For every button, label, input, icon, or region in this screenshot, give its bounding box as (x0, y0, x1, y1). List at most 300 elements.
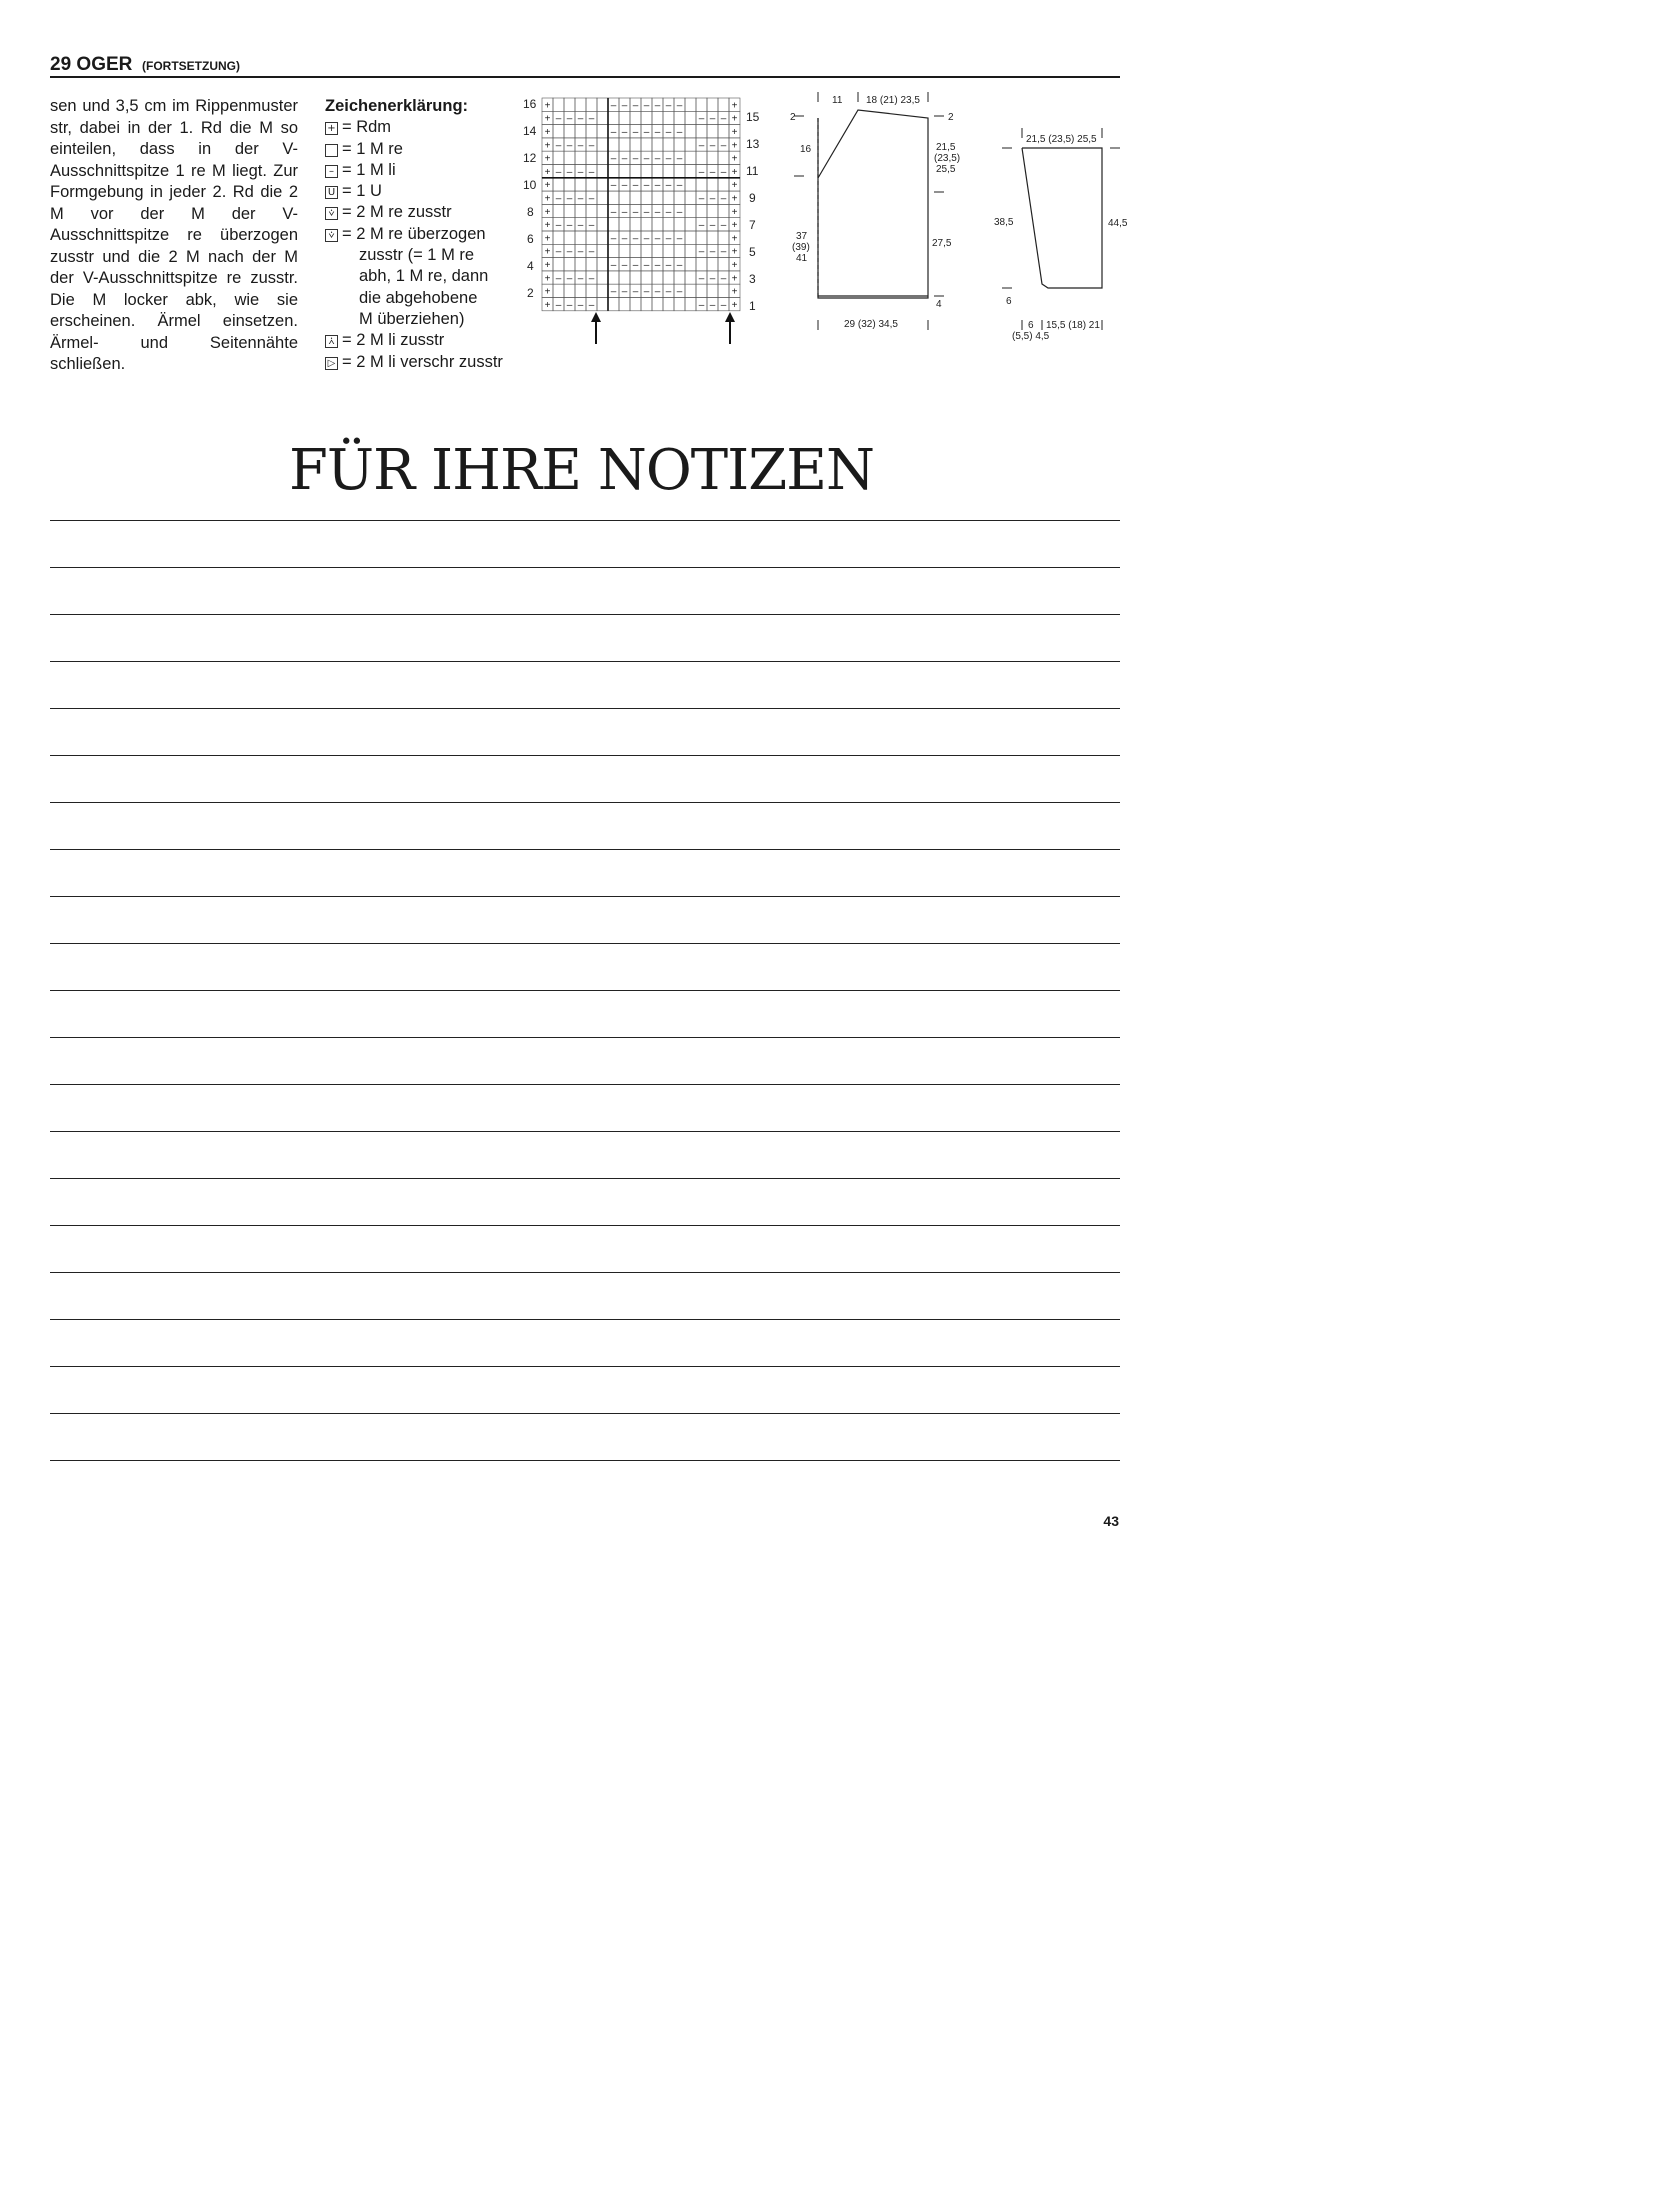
note-line (50, 755, 1120, 802)
chart-symbol: – (566, 140, 573, 152)
dim-label: 44,5 (1108, 218, 1128, 229)
chart-symbol: + (731, 206, 738, 218)
note-line (50, 1272, 1120, 1319)
chart-cell (564, 204, 575, 217)
chart-cell (619, 244, 630, 257)
chart-symbol: – (610, 259, 617, 271)
chart-cell (608, 191, 619, 204)
chart-symbol: – (698, 193, 705, 205)
chart-cell (718, 178, 729, 191)
chart-cell (663, 111, 674, 124)
dim-label: 29 (32) 34,5 (844, 319, 898, 330)
chart-cell (586, 98, 597, 111)
arrow-up-icon (725, 312, 735, 322)
chart-symbol: – (610, 153, 617, 165)
chart-symbol: – (665, 126, 672, 138)
legend-continuation: M überziehen) (359, 309, 465, 328)
note-line (50, 1413, 1120, 1460)
chart-cell (597, 125, 608, 138)
dim-label: 15,5 (18) 21 (1046, 320, 1100, 331)
chart-cell (553, 178, 564, 191)
chart-cell (564, 231, 575, 244)
dim-label: 25,5 (936, 164, 956, 175)
chart-symbol: – (654, 233, 661, 245)
chart-symbol: + (731, 180, 738, 192)
chart-symbol: – (698, 220, 705, 232)
legend-continuation: zusstr (= 1 M re (359, 246, 475, 265)
chart-symbol: + (544, 140, 551, 152)
chart-symbol: + (731, 126, 738, 138)
chart-cell (674, 165, 685, 178)
legend-continuation: abh, 1 M re, dann (359, 267, 489, 286)
dim-label: 2 (790, 112, 796, 123)
chart-symbol: – (654, 180, 661, 192)
chart-cell (553, 204, 564, 217)
chart-symbol: + (731, 233, 738, 245)
plus-box-icon: + (325, 122, 338, 135)
chart-symbol: – (555, 220, 562, 232)
chart-symbol: – (720, 299, 727, 311)
chart-symbol: – (632, 100, 639, 112)
legend-continuation: die abgehobene (359, 288, 478, 307)
chart-cell (685, 231, 696, 244)
legend-text: = 1 M re (342, 139, 403, 158)
chart-symbol: – (720, 273, 727, 285)
chart-symbol: – (676, 206, 683, 218)
row-label: 16 (523, 97, 537, 111)
chart-cell (707, 258, 718, 271)
chart-symbol: – (643, 100, 650, 112)
chart-cell (597, 218, 608, 231)
chart-cell (630, 111, 641, 124)
chart-cell (630, 218, 641, 231)
chart-symbol: – (566, 246, 573, 258)
chart-cell (685, 191, 696, 204)
chart-cell (575, 98, 586, 111)
chart-symbol: + (731, 100, 738, 112)
chart-symbol: + (544, 126, 551, 138)
chart-cell (630, 138, 641, 151)
chart-symbol: – (588, 140, 595, 152)
chart-symbol: – (610, 286, 617, 298)
chart-cell (575, 178, 586, 191)
chart-cell (586, 258, 597, 271)
chart-symbol: – (555, 140, 562, 152)
legend-text: = 1 M li (342, 160, 396, 179)
k2tog-box-icon: ⩒ (325, 207, 338, 220)
note-line (50, 1084, 1120, 1131)
row-label: 5 (749, 245, 756, 259)
repeat-arrows (591, 312, 735, 344)
chart-symbol: – (621, 286, 628, 298)
chart-symbol: + (544, 206, 551, 218)
chart-cell (685, 111, 696, 124)
chart-cell (663, 298, 674, 311)
note-line (50, 1460, 1120, 1507)
chart-cell (718, 284, 729, 297)
row-label: 8 (527, 205, 534, 219)
chart-symbol: – (709, 193, 716, 205)
body-piece (818, 110, 928, 298)
chart-cell (597, 231, 608, 244)
chart-symbol: – (709, 140, 716, 152)
chart-cell (553, 231, 564, 244)
chart-symbol: – (720, 220, 727, 232)
empty-box-icon (325, 144, 338, 157)
chart-cell (663, 191, 674, 204)
chart-symbol: + (544, 233, 551, 245)
chart-symbol: – (720, 193, 727, 205)
legend-item (325, 352, 535, 373)
chart-cell (586, 204, 597, 217)
chart-symbol: – (698, 299, 705, 311)
chart-cell (718, 204, 729, 217)
chart-symbol: – (698, 273, 705, 285)
legend-item (325, 181, 535, 202)
chart-symbol: – (566, 220, 573, 232)
chart-cell (696, 151, 707, 164)
chart-cell (674, 218, 685, 231)
chart-cell (641, 298, 652, 311)
chart-symbol: – (643, 259, 650, 271)
dim-label: (39) (792, 242, 810, 253)
chart-cell (663, 138, 674, 151)
p2tog-box-icon: ⩑ (325, 335, 338, 348)
chart-cell (663, 165, 674, 178)
chart-cell (696, 284, 707, 297)
chart-cell (696, 258, 707, 271)
chart-cell (597, 138, 608, 151)
chart-symbol: – (577, 193, 584, 205)
pattern-title: 29 OGER (50, 54, 133, 75)
dim-label: 41 (796, 253, 808, 264)
chart-symbol: – (676, 153, 683, 165)
chart-cell (685, 284, 696, 297)
chart-symbol: – (621, 233, 628, 245)
chart-symbol: – (720, 246, 727, 258)
chart-symbol: – (665, 259, 672, 271)
chart-symbol: – (566, 193, 573, 205)
chart-symbol: + (731, 259, 738, 271)
chart-cell (652, 218, 663, 231)
chart-cell (641, 218, 652, 231)
chart-symbol: – (555, 273, 562, 285)
chart-cell (641, 271, 652, 284)
chart-symbol: – (665, 286, 672, 298)
chart-cell (619, 138, 630, 151)
chart-symbol: – (698, 166, 705, 178)
chart-symbol: + (544, 153, 551, 165)
chart-cell (696, 98, 707, 111)
legend-item (325, 224, 535, 245)
chart-cell (641, 111, 652, 124)
chart-symbol: – (709, 273, 716, 285)
chart-symbol: – (643, 206, 650, 218)
chart-cell (630, 271, 641, 284)
dim-label: (23,5) (934, 153, 961, 164)
chart-cell (718, 231, 729, 244)
body-ticks (794, 92, 944, 330)
chart-symbol: – (632, 206, 639, 218)
chart-cell (630, 298, 641, 311)
chart-cell (696, 231, 707, 244)
chart-symbol: – (621, 100, 628, 112)
sleeve-piece (1022, 148, 1102, 288)
legend-item (325, 202, 535, 223)
note-line (50, 1131, 1120, 1178)
chart-symbol: – (654, 286, 661, 298)
legend-item (325, 330, 535, 351)
dim-label: 18 (21) 23,5 (866, 95, 920, 106)
row-label: 7 (749, 218, 756, 232)
chart-cell (608, 138, 619, 151)
chart-symbol: – (698, 246, 705, 258)
note-line (50, 1037, 1120, 1084)
chart-cell (619, 271, 630, 284)
chart-symbol: – (577, 220, 584, 232)
chart-cell (597, 178, 608, 191)
chart-symbol: + (731, 193, 738, 205)
chart-cell (663, 244, 674, 257)
chart-cell (718, 98, 729, 111)
chart-symbol: – (577, 273, 584, 285)
chart-cell (630, 244, 641, 257)
chart-symbol: – (654, 259, 661, 271)
garment-schematic (780, 88, 1140, 348)
chart-symbol: – (654, 206, 661, 218)
legend-text: = 2 M li zusstr (342, 331, 445, 350)
dim-label: 6 (1028, 320, 1034, 331)
chart-symbol: + (731, 286, 738, 298)
chart-cell (586, 151, 597, 164)
row-label: 1 (749, 299, 756, 313)
chart-cell (597, 298, 608, 311)
page-header (50, 54, 1120, 78)
chart-symbol: – (610, 180, 617, 192)
chart-symbol: – (676, 233, 683, 245)
chart-cell (608, 298, 619, 311)
row-label: 9 (749, 191, 756, 205)
chart-symbol: – (654, 126, 661, 138)
chart-cell (564, 178, 575, 191)
chart-cell (586, 284, 597, 297)
chart-cell (597, 165, 608, 178)
chart-cell (564, 125, 575, 138)
chart-symbol: – (665, 233, 672, 245)
chart-symbol: – (654, 100, 661, 112)
note-line (50, 849, 1120, 896)
chart-cell (553, 98, 564, 111)
chart-symbol: – (577, 299, 584, 311)
chart-symbol: – (676, 100, 683, 112)
chart-symbol: – (643, 233, 650, 245)
chart-cell (674, 298, 685, 311)
chart-cell (696, 125, 707, 138)
note-line (50, 802, 1120, 849)
chart-symbol: + (731, 140, 738, 152)
chart-cell (597, 244, 608, 257)
chart-cell (575, 204, 586, 217)
chart-cell (564, 151, 575, 164)
chart-symbol: – (676, 180, 683, 192)
chart-cell (586, 125, 597, 138)
chart-symbol: – (720, 140, 727, 152)
note-line (50, 614, 1120, 661)
dim-label: 21,5 (23,5) 25,5 (1026, 134, 1097, 145)
chart-cell (707, 98, 718, 111)
note-line (50, 708, 1120, 755)
chart-cell (707, 178, 718, 191)
chart-symbol: + (544, 259, 551, 271)
note-line (50, 1225, 1120, 1272)
chart-symbol: – (566, 166, 573, 178)
chart-symbol: + (544, 100, 551, 112)
chart-cell (608, 244, 619, 257)
continuation-label: (FORTSETZUNG) (142, 59, 240, 73)
chart-symbol: – (709, 113, 716, 125)
chart-symbol: – (566, 299, 573, 311)
dim-label: 27,5 (932, 238, 952, 249)
dim-label: 38,5 (994, 217, 1014, 228)
chart-symbol: – (632, 259, 639, 271)
chart-symbol: – (610, 206, 617, 218)
chart-cell (619, 111, 630, 124)
note-line (50, 520, 1120, 567)
chart-cell (696, 204, 707, 217)
chart-symbol: – (632, 180, 639, 192)
note-line (50, 896, 1120, 943)
chart-symbol: – (588, 166, 595, 178)
chart-symbol: + (544, 113, 551, 125)
legend-text: = Rdm (342, 118, 392, 137)
note-line (50, 661, 1120, 708)
chart-cell (685, 258, 696, 271)
chart-symbol: + (731, 246, 738, 258)
chart-cell (652, 138, 663, 151)
chart-symbol: – (566, 273, 573, 285)
chart-cell (575, 125, 586, 138)
chart-cell (608, 271, 619, 284)
chart-symbol: – (555, 193, 562, 205)
chart-symbol: – (555, 166, 562, 178)
legend-title: Zeichenerklärung: (325, 97, 469, 115)
row-label: 13 (746, 137, 760, 151)
note-line (50, 1178, 1120, 1225)
chart-symbol: – (577, 166, 584, 178)
note-line (50, 943, 1120, 990)
chart-cell (674, 191, 685, 204)
chart-symbol: – (632, 233, 639, 245)
chart-cell (586, 231, 597, 244)
dim-label: 2 (948, 112, 954, 123)
chart-symbol: – (621, 180, 628, 192)
knitting-chart (515, 90, 775, 350)
chart-cell (707, 125, 718, 138)
chart-cell (575, 258, 586, 271)
chart-symbol: – (665, 100, 672, 112)
chart-cell (652, 244, 663, 257)
chart-symbol: – (577, 246, 584, 258)
chart-symbol: + (544, 286, 551, 298)
chart-cell (553, 151, 564, 164)
chart-symbol: + (731, 153, 738, 165)
chart-cell (718, 151, 729, 164)
row-label: 2 (527, 286, 534, 300)
dim-label: 16 (800, 144, 812, 155)
row-label: 3 (749, 272, 756, 286)
chart-cell (553, 258, 564, 271)
chart-cell (608, 165, 619, 178)
chart-symbol: – (720, 166, 727, 178)
chart-cell (586, 178, 597, 191)
chart-symbol: + (544, 299, 551, 311)
chart-symbol: – (676, 286, 683, 298)
chart-cell (685, 138, 696, 151)
chart-cell (685, 151, 696, 164)
note-line (50, 567, 1120, 614)
ssk-box-icon: ⩒ (325, 229, 338, 242)
row-label: 15 (746, 110, 760, 124)
chart-symbol: + (544, 220, 551, 232)
chart-symbol: – (555, 113, 562, 125)
chart-symbol: – (566, 113, 573, 125)
legend-text: = 1 U (342, 182, 382, 201)
chart-cell (597, 111, 608, 124)
chart-cell (685, 165, 696, 178)
chart-symbol: – (709, 246, 716, 258)
chart-cell (564, 98, 575, 111)
chart-cell (685, 98, 696, 111)
chart-cell (685, 125, 696, 138)
chart-cell (674, 138, 685, 151)
chart-symbol: + (731, 299, 738, 311)
sleeve-outline (1022, 148, 1102, 288)
p2tog-tbl-box-icon: ▷ (325, 357, 338, 370)
chart-symbol: – (643, 153, 650, 165)
chart-symbol: – (643, 286, 650, 298)
chart-row-labels-right (746, 110, 760, 313)
chart-cell (597, 191, 608, 204)
chart-cell (707, 284, 718, 297)
chart-symbol: – (632, 286, 639, 298)
chart-cell (641, 244, 652, 257)
chart-symbol: + (731, 166, 738, 178)
row-label: 4 (527, 259, 534, 273)
row-label: 10 (523, 178, 537, 192)
chart-symbol: – (555, 299, 562, 311)
chart-symbol: + (544, 246, 551, 258)
chart-cell (619, 218, 630, 231)
dim-label: 6 (1006, 296, 1012, 307)
chart-symbol: – (698, 113, 705, 125)
chart-symbol: – (698, 140, 705, 152)
legend-text: = 2 M re zusstr (342, 203, 452, 222)
row-label: 6 (527, 232, 534, 246)
arrow-up-icon (591, 312, 601, 322)
chart-cell (575, 231, 586, 244)
chart-symbol: + (544, 193, 551, 205)
chart-cell (674, 271, 685, 284)
chart-cell (685, 204, 696, 217)
chart-symbol: – (588, 299, 595, 311)
chart-symbol: – (577, 113, 584, 125)
chart-symbol: + (731, 273, 738, 285)
chart-cell (685, 298, 696, 311)
chart-cell (630, 165, 641, 178)
chart-symbol: – (588, 220, 595, 232)
chart-symbol: – (588, 246, 595, 258)
instructions-text (50, 96, 298, 376)
